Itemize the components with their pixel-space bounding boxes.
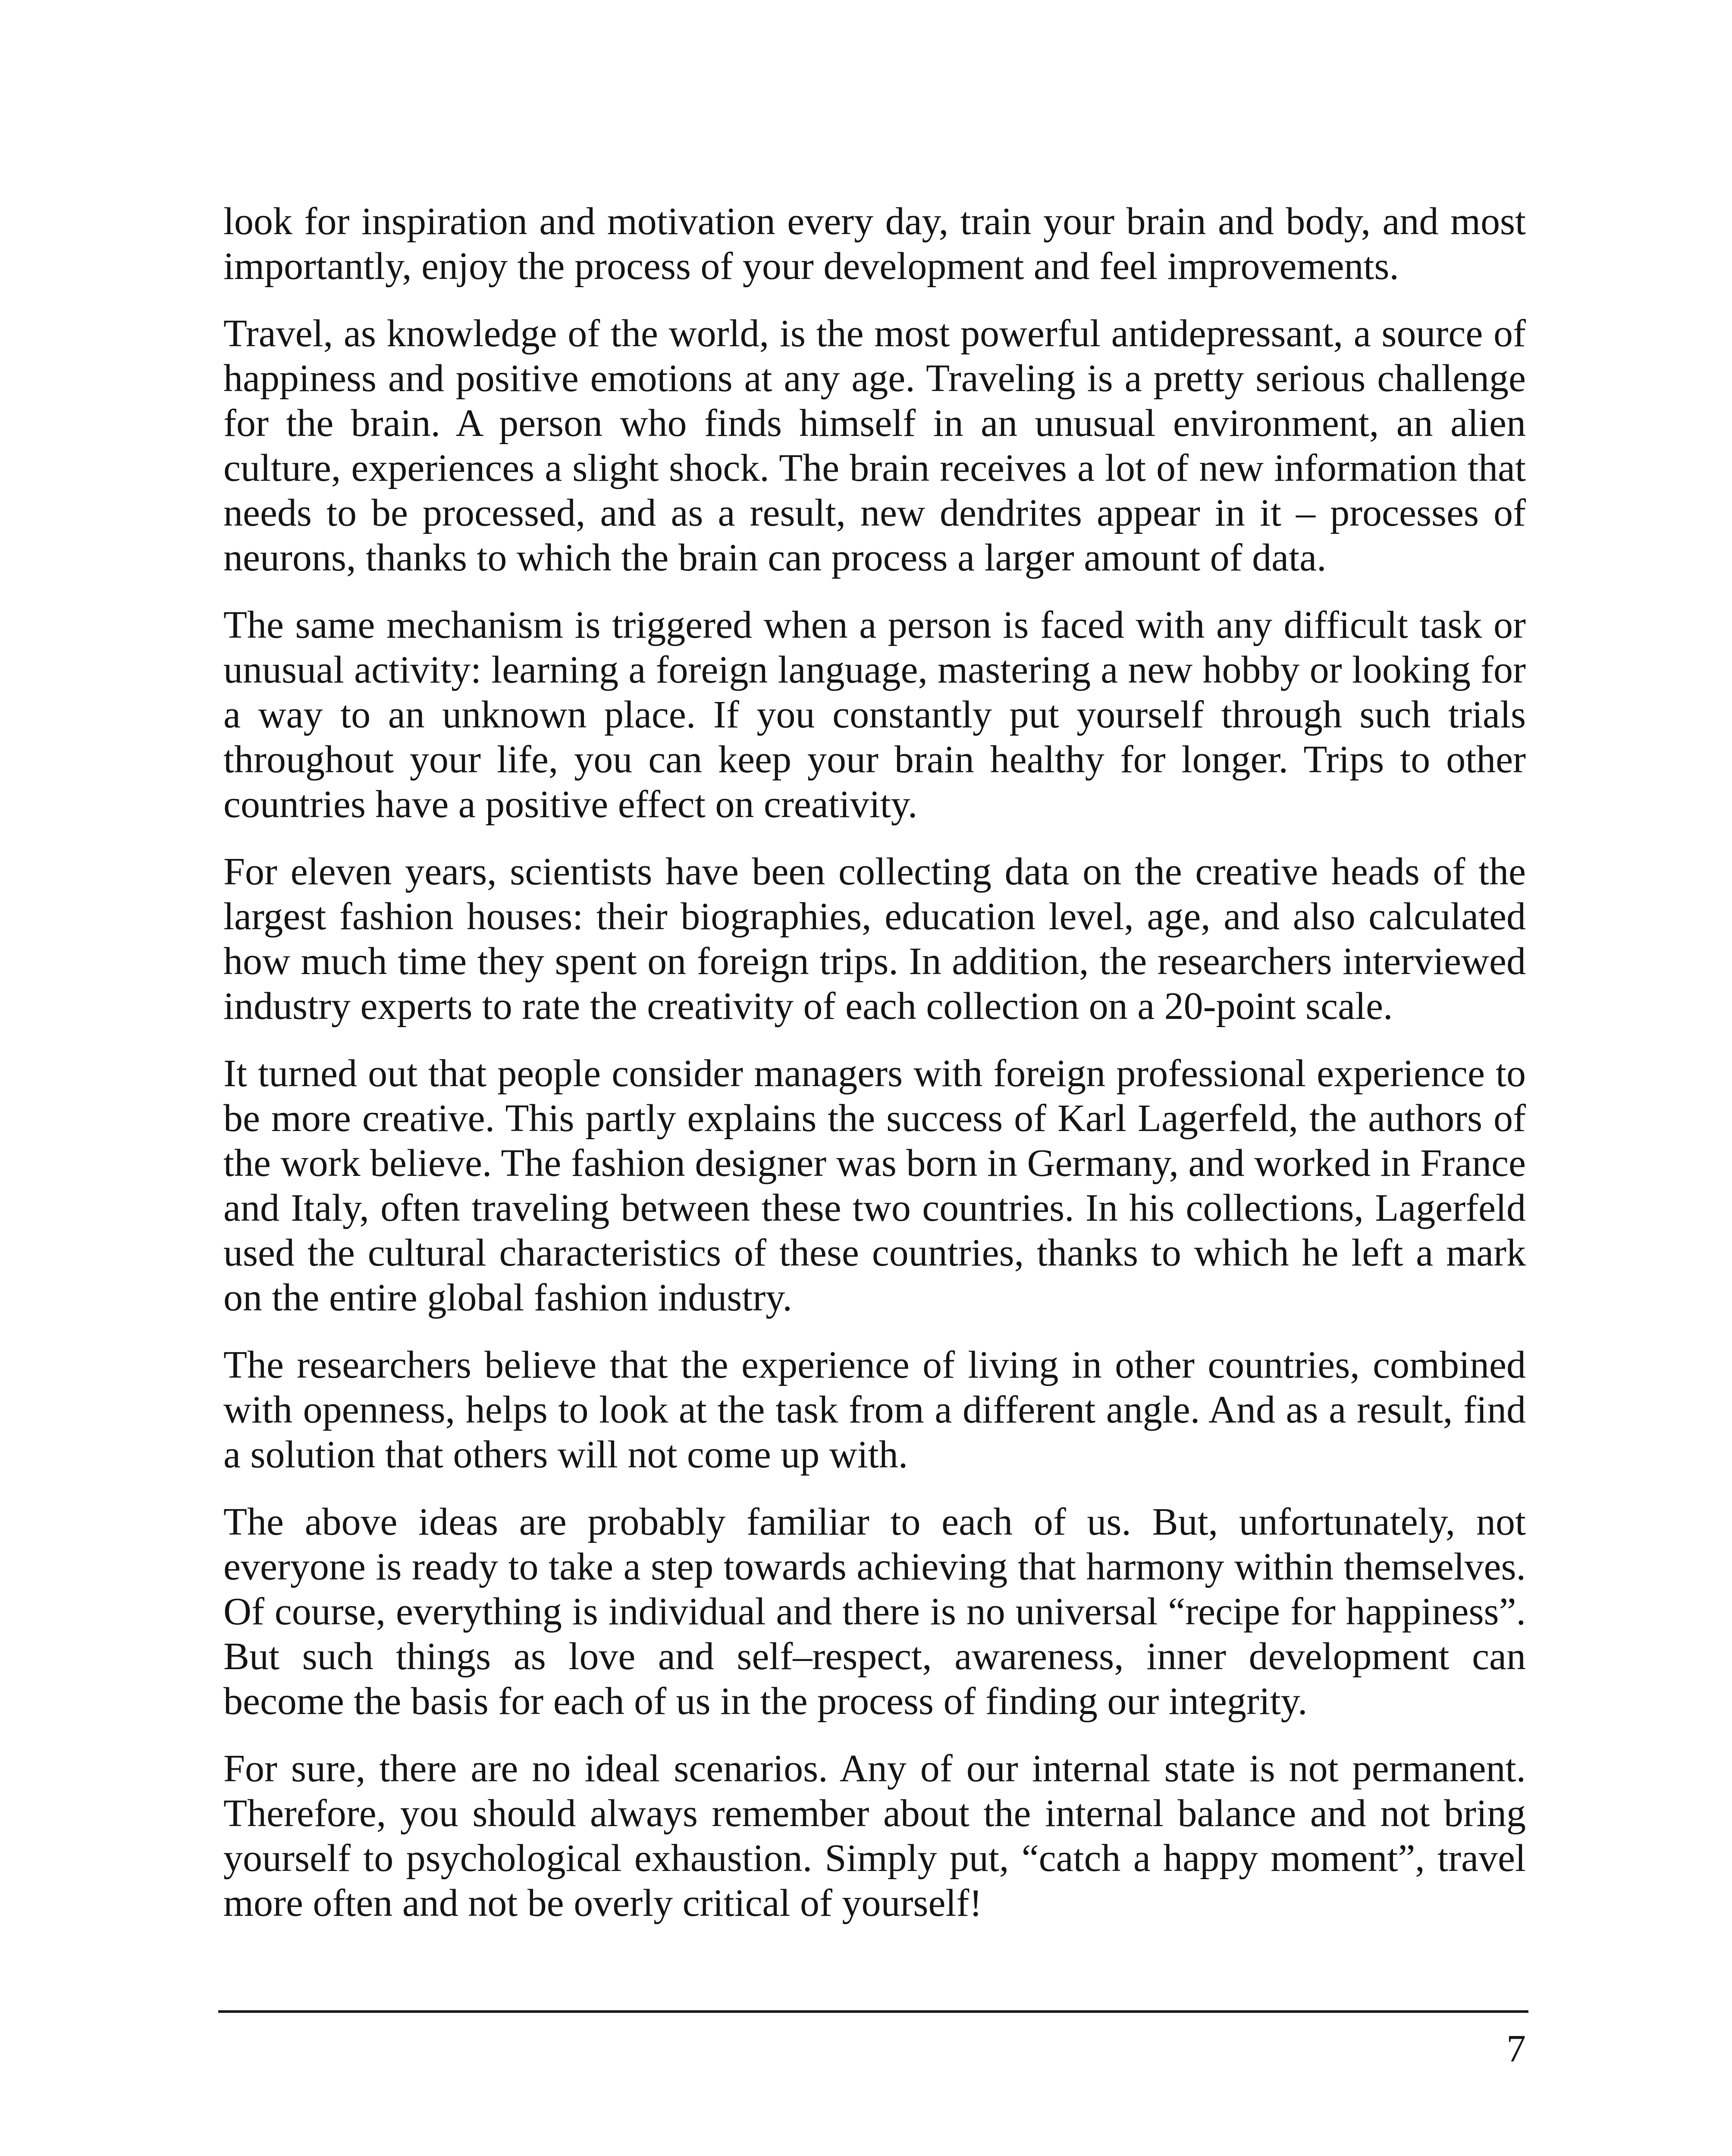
paragraph-3: The same mechanism is triggered when a person is faced with any difficult task or unusual activity: learning a foreign language, mastering a new hobby or looking for a way to an unknown place. If you constantly put yourself through such trials throughout your life, you can keep your brain healthy for longer. Trips to other countries have a positive effect on creativity.: [223, 604, 1526, 826]
paragraph-5: It turned out that people consider managers with foreign professional experience to be more creative. This partly explains the success of Karl Lagerfeld, the authors of the work believe. The fashion designer was born in Germany, and worked in France and Italy, often traveling between these two countries. In his collections, Lagerfeld used the cultural characteristics of these countries, thanks to which he left a mark on the entire global fashion industry.: [223, 1052, 1526, 1319]
page-number: 7: [1506, 2028, 1526, 2070]
paragraph-4: For eleven years, scientists have been collecting data on the creative heads of the largest fashion houses: their biographies, education level, age, and also calculated how much time they spent on foreign trips. In addition, the researchers interviewed industry experts to rate the creativity of each collection on a 20-point scale.: [223, 850, 1526, 1028]
paragraph-1: look for inspiration and motivation every day, train your brain and body, and most importantly, enjoy the process of your development and feel improvements.: [223, 200, 1526, 288]
paragraph-2: Travel, as knowledge of the world, is the most powerful antidepressant, a source of happiness and positive emotions at any age. Traveling is a pretty serious challenge for the brain. A person who finds himself in an unusual environment, an alien culture, experiences a slight shock. The brain receives a lot of new information that needs to be processed, and as a result, new dendrites appear in it – processes of neurons, thanks to which the brain can process a larger amount of data.: [223, 312, 1526, 579]
paragraph-8: For sure, there are no ideal scenarios. Any of our internal state is not permanent. Therefore, you should always remember about the internal balance and not bring yourself to psychological exhaustion. Simply put, “catch a happy moment”, travel more often and not be overly critical of yourself!: [223, 1747, 1526, 1924]
body-text: [223, 199, 1526, 1948]
paragraph-7: The above ideas are probably familiar to each of us. But, unfortunately, not everyone is ready to take a step towards achieving that harmony within themselves. Of course, everything is individual and there is no universal “recipe for happiness”. But such things as love and self–respect, awareness, inner development can become the basis for each of us in the process of finding our integrity.: [223, 1501, 1526, 1723]
paragraph-6: The researchers believe that the experience of living in other countries, combined with openness, helps to look at the task from a different angle. And as a result, find a solution that others will not come up with.: [223, 1344, 1526, 1476]
footer-divider: [218, 2010, 1528, 2013]
